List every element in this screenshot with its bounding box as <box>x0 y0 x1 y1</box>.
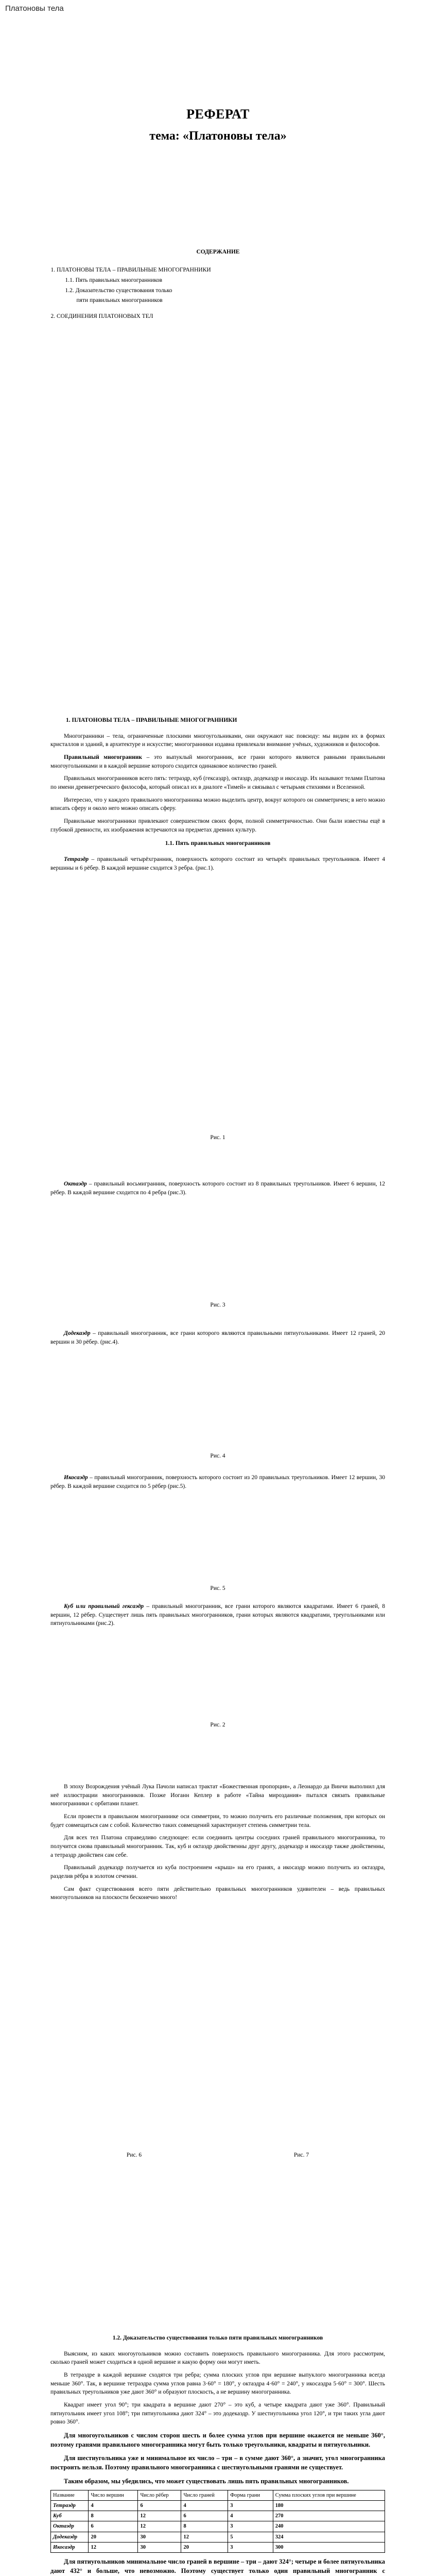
term-definition: – правильный многогранник, все грани которого являются квадратами. Имеет 6 граней, 8 вершин, 12 рёбер. Существует лишь пять правильных многогранников, грани которых являются квадратами, треугольниками или пятиугольниками (рис.2). <box>50 1603 386 1627</box>
table-cell: 3 <box>228 2521 273 2532</box>
paragraph: Многогранники – тела, ограниченные плоскими многоугольниками, они окружают нас повсюду: мы видим их в формах кристаллов и зданий, в архитектуре и искусстве; многогранники издавна привлекали внимание учёных, художников и философов. <box>50 733 385 748</box>
figure-caption: Рис. 6 <box>126 2152 142 2158</box>
subsection-heading: 1.2. Доказательство существования только пяти правильных многогранников <box>112 2335 323 2341</box>
table-header: Число рёбер <box>138 2490 181 2500</box>
emphasis-paragraph: Для пятиугольников минимальное число граней в вершине – три – дают 324°; четыре и более пятиугольника дают 432° и больше, что невозможно. Поэтому существует только один правильный многогранник с <box>50 2557 385 2575</box>
table-cell: 240 <box>273 2521 385 2532</box>
term-definition: – правильный многогранник, поверхность которого состоит из 20 правильных треугольников. Имеет 12 вершин, 30 рёбер. В каждой вершине сходится по 5 рёбер (рис.5). <box>50 1475 385 1489</box>
table-cell: 8 <box>89 2511 138 2521</box>
table-cell: 12 <box>138 2511 181 2521</box>
paragraph <box>50 753 385 770</box>
figure-caption: Рис. 1 <box>210 1134 225 1141</box>
table-header-row <box>51 2490 385 2500</box>
term: Икосаэдр <box>64 1475 88 1481</box>
table-cell: 3 <box>228 2500 273 2511</box>
figure-caption: Рис. 3 <box>210 1302 225 1308</box>
table-cell: 12 <box>138 2521 181 2532</box>
report-title: РЕФЕРАТ <box>186 107 250 122</box>
table-header: Название <box>51 2490 89 2500</box>
table-row <box>51 2500 385 2511</box>
subsection-heading: 1.1. Пять правильных многогранников <box>165 840 271 847</box>
figure-caption: Рис. 2 <box>210 1722 225 1728</box>
figure-caption-block <box>50 1133 385 1142</box>
table-cell: 12 <box>89 2542 138 2552</box>
figure-caption: Рис. 5 <box>210 1585 225 1591</box>
table-header: Число вершин <box>89 2490 138 2500</box>
octahedron-block <box>50 1180 385 1201</box>
table-of-contents <box>51 266 386 320</box>
paragraph: Интересно, что у каждого правильного многогранника можно выделить центр, вокруг которого он симметричен; в него можно вписать сферу и около него можно описать сферу. <box>50 796 385 812</box>
section-1-2 <box>50 2329 385 2576</box>
term: Куб или правильный гексаэдр <box>64 1603 144 1609</box>
table-cell: 30 <box>138 2532 181 2542</box>
table-row <box>51 2521 385 2532</box>
term: Правильный многогранник <box>64 754 143 761</box>
table-cell: 12 <box>181 2532 228 2542</box>
toc-item[interactable]: 2. СОЕДИНЕНИЯ ПЛАТОНОВЫХ ТЕЛ <box>50 313 153 319</box>
table-cell: 8 <box>181 2521 228 2532</box>
figure-caption: Рис. 7 <box>293 2152 309 2158</box>
table-header: Сумма плоских углов при вершине <box>273 2490 385 2500</box>
paragraph <box>50 1180 385 1197</box>
paragraph: Квадрат имеет угол 90°; три квадрата в вершине дают 270° – это куб, а четыре квадрата дают уже 360°. Правильный пятиугольник имеет угол 108°; три пятиугольника дают 324° – это додекаэдр. У шестиугольника угол 120°, и три таких угла дают ровно 360°. <box>50 2402 385 2426</box>
paragraph: Выясним, из каких многоугольников можно составить поверхность правильного многогранника. Для этого рассмотрим, сколько граней может сходиться в одной вершине и какую форму они могут иметь. <box>50 2350 385 2366</box>
table-cell: 5 <box>228 2532 273 2542</box>
table-cell: Додекаэдр <box>51 2532 89 2542</box>
table-cell: 20 <box>89 2532 138 2542</box>
table-cell: 4 <box>228 2511 273 2521</box>
section-heading: 1. ПЛАТОНОВЫ ТЕЛА – ПРАВИЛЬНЫЕ МНОГОГРАННИКИ <box>66 717 237 723</box>
figure-captions-row <box>50 2151 385 2160</box>
figure-caption-block <box>50 1301 385 1310</box>
term: Тетраэдр <box>64 856 89 863</box>
paragraph <box>50 1329 385 1346</box>
table-cell: 20 <box>181 2542 228 2552</box>
table-cell: 4 <box>89 2500 138 2511</box>
figure-caption-block <box>50 1584 385 1593</box>
table-cell: Тетраэдр <box>51 2500 89 2511</box>
paragraph <box>50 855 385 872</box>
toc-item[interactable]: 1.2. Доказательство существования только <box>65 287 172 294</box>
polyhedra-table <box>50 2490 385 2553</box>
paragraph: Для всех тел Платона справедливо следующее: если соединить центры соседних граней правильного многогранника, то получится снова правильный многогранник. Так, куб и октаэдр двойственны друг другу, додекаэдр и икосаэдр также двойственны, а тетраэдр двойствен сам себе. <box>50 1835 385 1858</box>
toc-heading: СОДЕРЖАНИЕ <box>196 249 240 256</box>
table-cell: 270 <box>273 2511 385 2521</box>
table-row <box>51 2542 385 2552</box>
table-row <box>51 2511 385 2521</box>
table-cell: Куб <box>51 2511 89 2521</box>
paragraph <box>50 1473 385 1490</box>
report-topic: тема: «Платоновы тела» <box>149 129 287 143</box>
emphasis-paragraph: Для шестиугольника уже и минимальное их число – три – в сумме дают 360°, а значит, угол многогранника построить нельзя. Поэтому правильного многогранника с шестиугольными гранями не существует. <box>50 2454 385 2471</box>
figure-caption: Рис. 4 <box>210 1453 225 1459</box>
section-1 <box>50 716 385 876</box>
paragraph: Правильный додекаэдр получается из куба построением «крыш» на его гранях, а икосаэдр можно получить из октаэдра, разделив рёбра в золотом сечении. <box>50 1865 385 1880</box>
table-header: Число граней <box>181 2490 228 2500</box>
paragraph: Правильные многогранники привлекают совершенством своих форм, полной симметричностью. Они были известны ещё в глубокой древности, их изображения встречаются на предметах древних культур. <box>50 818 385 833</box>
toc-item[interactable]: 1. ПЛАТОНОВЫ ТЕЛА – ПРАВИЛЬНЫЕ МНОГОГРАННИКИ <box>50 267 211 274</box>
table-cell: 4 <box>181 2500 228 2511</box>
paragraph: Правильных многогранников всего пять: тетраэдр, куб (гексаэдр), октаэдр, додекаэдр и икосаэдр. Их называют телами Платона по имени древнегреческого философа, который описал их в диалоге «Тимей» и связывал с четырьмя стихиями и Вселенной. <box>50 775 385 791</box>
figure-caption-block <box>50 1721 385 1730</box>
term: Додекаэдр <box>64 1330 91 1336</box>
table-header: Форма грани <box>228 2490 273 2500</box>
title-page <box>51 105 386 321</box>
history-block <box>50 1783 385 1906</box>
term-definition: – правильный многогранник, все грани которого являются правильными пятиугольниками. Имеет 12 граней, 20 вершин и 30 рёбер. (рис.4). <box>50 1330 385 1345</box>
table-cell: 3 <box>228 2542 273 2552</box>
term-definition: – это выпуклый многогранник, все грани которого являются равными правильными многоугольниками и в каждой вершине которого сходится одинаковое количество граней. <box>50 754 385 769</box>
emphasis-paragraph: Таким образом, мы убедились, что может существовать лишь пять правильных многогранников. <box>64 2477 349 2485</box>
table-cell: 30 <box>138 2542 181 2552</box>
table-cell: 324 <box>273 2532 385 2542</box>
icosahedron-block <box>50 1473 385 1495</box>
table-cell: Икосаэдр <box>51 2542 89 2552</box>
toc-item[interactable]: пяти правильных многогранников <box>76 297 163 304</box>
paragraph: В тетраэдре в каждой вершине сходятся три ребра; сумма плоских углов при вершине выпуклого многогранника всегда меньше 360°. Так, в вершине тетраэдра сумма углов равна 3·60° = 180°, у октаэдра 4·60° = 240°, у икосаэдра 5·60° = 300°. Шесть правильных треугольников уже дают 360° и образуют плоскость, а не вершину многогранника. <box>50 2372 385 2396</box>
table-cell: 300 <box>273 2542 385 2552</box>
term-definition: – правильный четырёхгранник, поверхность которого состоит из четырёх правильных треугольников. Имеет 4 вершины и 6 рёбер. В каждой вершине сходится 3 ребра. (рис.1). <box>50 856 385 871</box>
dodecahedron-block <box>50 1329 385 1350</box>
term: Октаэдр <box>64 1181 87 1187</box>
figure-caption-block <box>50 1452 385 1461</box>
table-cell: 6 <box>181 2511 228 2521</box>
paragraph: Сам факт существования всего пяти действительно правильных многогранников удивителен – ведь правильных многоугольников на плоскости бесконечно много! <box>50 1886 385 1901</box>
toc-item[interactable]: 1.1. Пять правильных многогранников <box>65 277 163 283</box>
term-definition: – правильный восьмигранник, поверхность которого состоит из 8 правильных треугольников. Имеет 6 вершин, 12 рёбер. В каждой вершине сходится по 4 ребра (рис.3). <box>50 1181 385 1196</box>
paragraph: В эпоху Возрождения учёный Лука Пачоли написал трактат «Божественная пропорция», а Леонардо да Винчи выполнил для неё иллюстрации многогранников. Позже Иоганн Кеплер в работе «Тайна мироздания» пытался связать правильные многогранники с орбитами планет. <box>50 1784 385 1807</box>
paragraph: Если провести в правильном многограннике оси симметрии, то можно получить его различные положения, при которых он будет совмещаться сам с собой. Количество таких совмещений характеризует степень симметрии тела. <box>50 1814 385 1828</box>
table-cell: Октаэдр <box>51 2521 89 2532</box>
paragraph <box>50 1602 385 1628</box>
table-cell: 180 <box>273 2500 385 2511</box>
table-row <box>51 2532 385 2542</box>
tab-title: Платоновы тела <box>5 4 64 13</box>
cube-block <box>50 1602 385 1632</box>
emphasis-paragraph: Для многоугольников с числом сторон шесть и более сумма углов при вершине окажется не меньше 360°, поэтому гранями правильного многогранника могут быть только треугольники, квадраты и пятиугольники. <box>50 2432 385 2449</box>
table-cell: 6 <box>138 2500 181 2511</box>
table-cell: 6 <box>89 2521 138 2532</box>
